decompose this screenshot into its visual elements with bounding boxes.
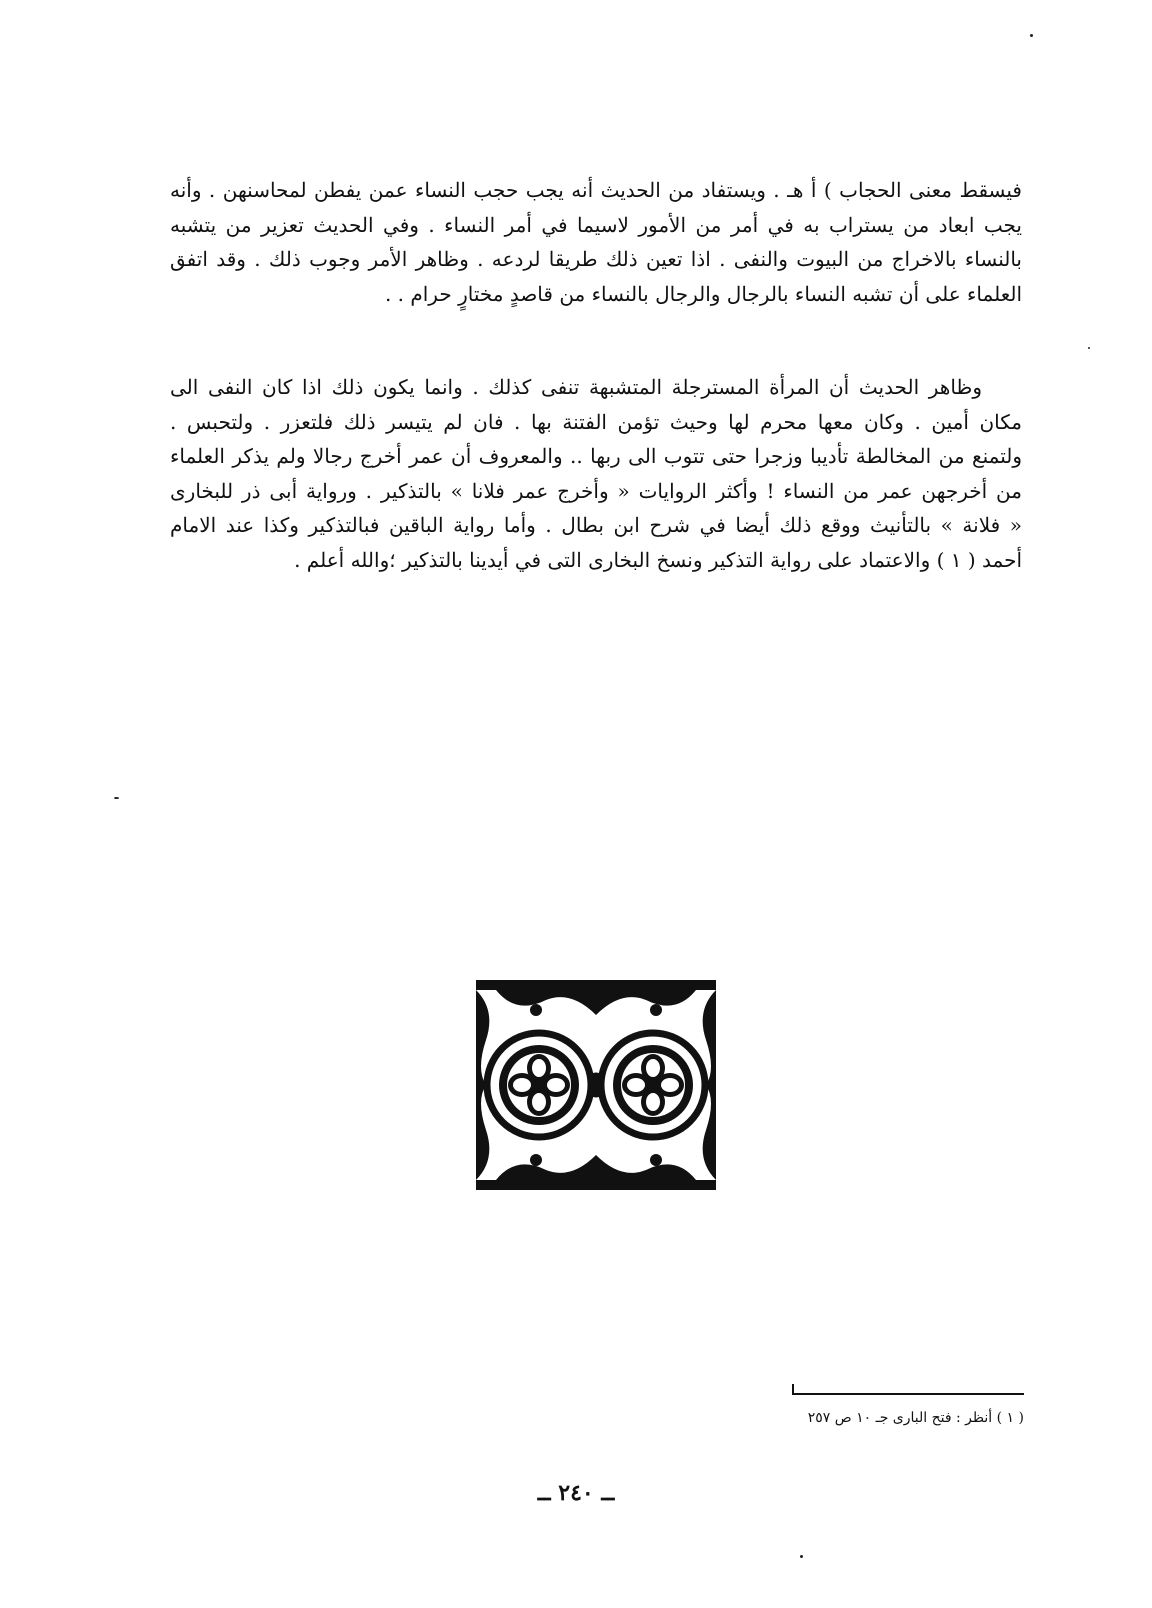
floral-rosette-ornament-icon: [476, 980, 716, 1190]
scan-speck: [800, 1555, 803, 1558]
paragraph-2: [170, 370, 1022, 577]
paragraph-2-line: وظاهر الحديث أن المرأة المسترجلة المتشبهة تنفى كذلك . وانما يكون ذلك اذا كان النفى الى: [170, 375, 982, 399]
paragraph-2-line: « فلانة » بالتأنيث ووقع ذلك أيضا في شرح ابن بطال . وأما رواية الباقين فبالتذكير وكذا عند الامام: [170, 513, 1022, 537]
page-number: ــ ٢٤٠ ــ: [537, 1480, 615, 1506]
paragraph-1-line: بالنساء بالاخراج من البيوت والنفى . اذا تعين ذلك طريقا لردعه . وظاهر الأمر وجوب ذلك . وقد اتفق: [170, 247, 1022, 271]
scan-speck: [1030, 34, 1033, 37]
paragraph-1: [170, 173, 1022, 311]
footnote-divider: [792, 1393, 1024, 1395]
paragraph-1-line: العلماء على أن تشبه النساء بالرجال والرجال بالنساء من قاصدٍ مختارٍ حرام . .: [384, 281, 1022, 306]
scan-speck: [1088, 347, 1090, 349]
footnote: ( ١ ) أنظر : فتح البارى جـ ١٠ ص ٢٥٧: [807, 1410, 1024, 1426]
paragraph-2-line: ولتمنع من المخالطة تأديبا وزجرا حتى تتوب الى ربها .. والمعروف أن عمر أخرج رجالا ولم يذكر العلماء: [170, 444, 1022, 468]
paragraph-2-line: من أخرجهن عمر من النساء ! وأكثر الروايات « وأخرج عمر فلانا » بالتذكير . ورواية أبى ذر للبخارى: [170, 478, 1022, 503]
scan-speck: [114, 797, 119, 799]
paragraph-2-line: أحمد ( ١ ) والاعتماد على رواية التذكير ونسخ البخارى التى في أيدينا بالتذكير ؛والله أعلم .: [294, 547, 1022, 572]
paragraph-1-line: يجب ابعاد من يستراب به في أمر من الأمور لاسيما في أمر النساء . وفي الحديث تعزير من يتشبه: [170, 212, 1022, 237]
paragraph-1-line: فيسقط معنى الحجاب ) أ هـ . ويستفاد من الحديث أنه يجب حجب النساء عمن يفطن لمحاسنهن . وأنه: [170, 178, 1022, 202]
paragraph-2-line: مكان أمين . وكان معها محرم لها وحيث تؤمن الفتنة بها . فان لم يتيسر ذلك فلتعزر . ولتحبس .: [170, 409, 1022, 434]
